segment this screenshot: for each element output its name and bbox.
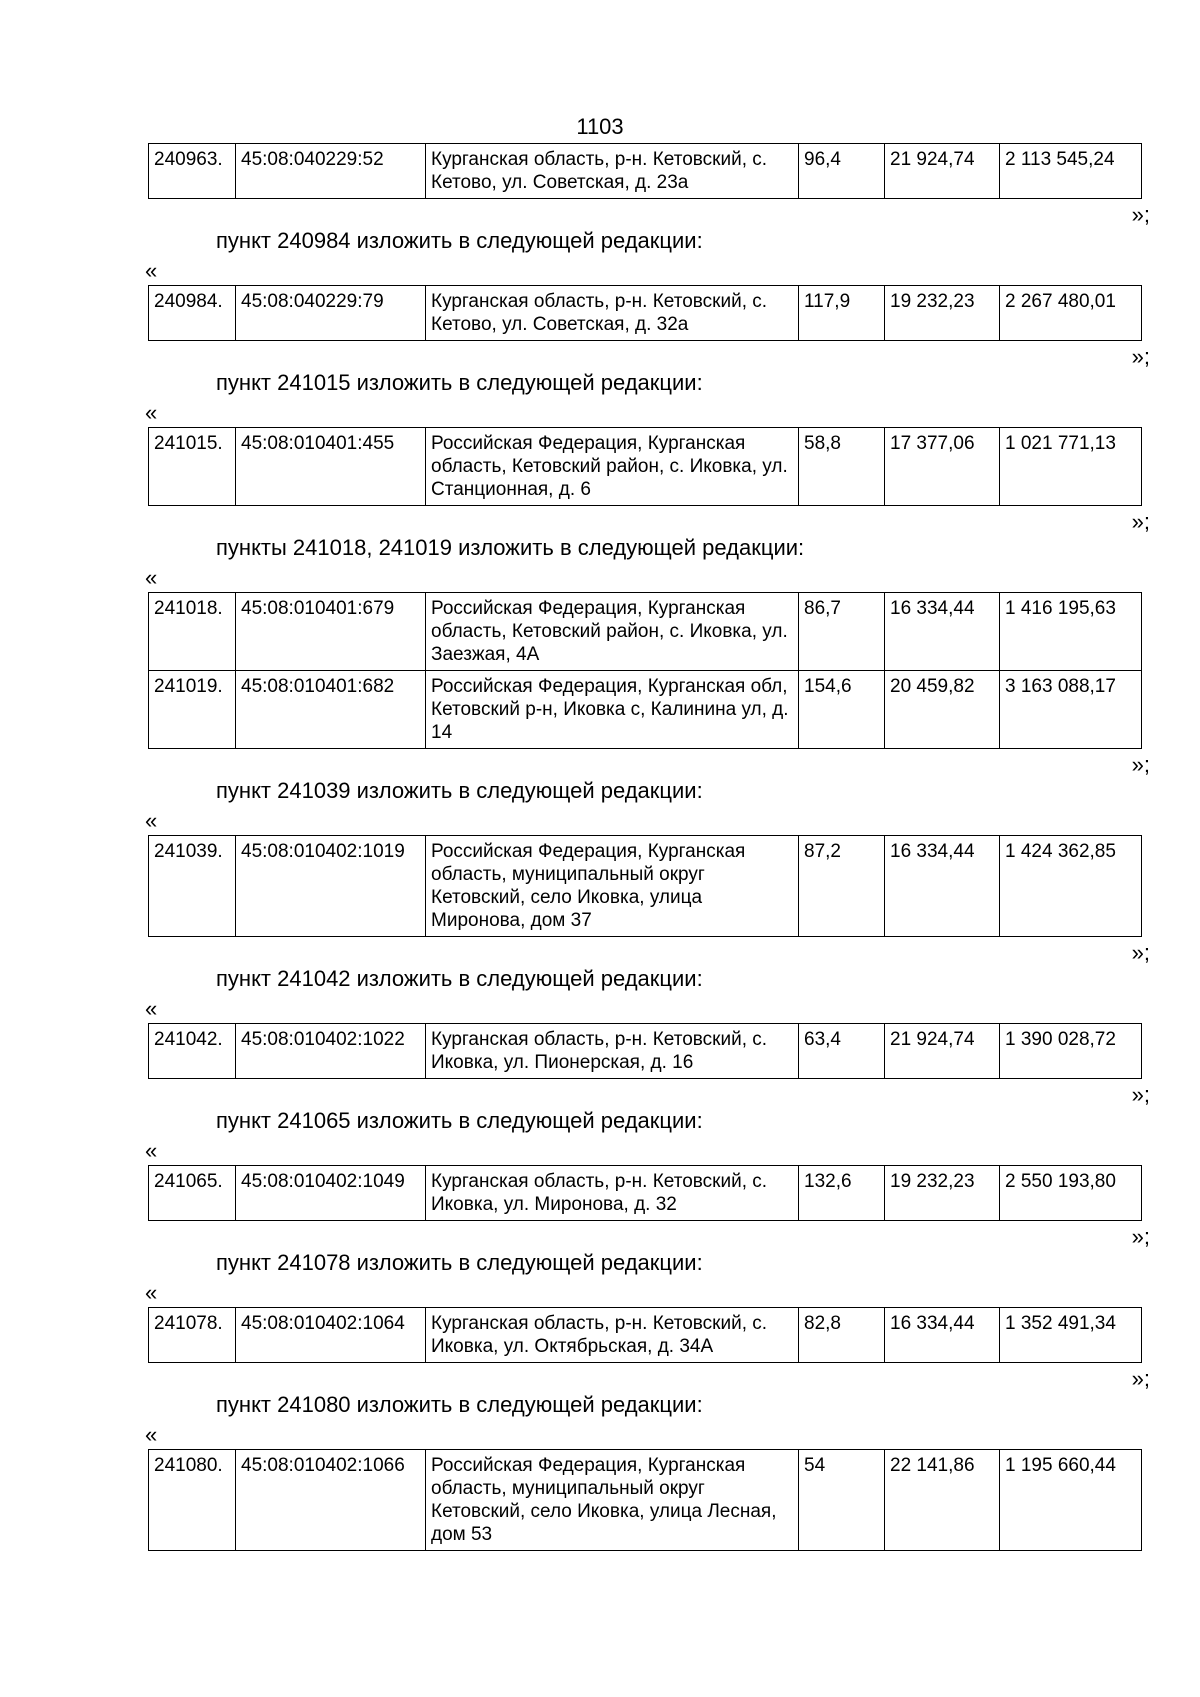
cell-cadastral-number: 45:08:040229:79 [236, 286, 426, 341]
table-row [149, 144, 1142, 199]
amendment-intro: пункт 241078 изложить в следующей редакции: [216, 1250, 703, 1275]
cell-row-number: 241019. [149, 671, 236, 749]
closing-quote: »; [1131, 940, 1150, 965]
cell-value: 3 163 088,17 [1000, 671, 1142, 749]
cell-rate: 16 334,44 [885, 593, 1000, 671]
opening-quote: « [145, 1280, 158, 1305]
cell-row-number: 241015. [149, 428, 236, 506]
cell-row-number: 241042. [149, 1024, 236, 1079]
cell-cadastral-number: 45:08:010402:1066 [236, 1450, 426, 1551]
cell-value: 2 113 545,24 [1000, 144, 1142, 199]
cell-value: 1 021 771,13 [1000, 428, 1142, 506]
page-number: 1103 [576, 114, 624, 139]
amendment-intro: пункт 241039 изложить в следующей редакции: [216, 778, 703, 803]
cell-address: Курганская область, р-н. Кетовский, с. Иковка, ул. Пионерская, д. 16 [426, 1024, 799, 1079]
closing-quote: »; [1131, 509, 1150, 534]
closing-quote: »; [1131, 1224, 1150, 1249]
cell-rate: 20 459,82 [885, 671, 1000, 749]
cell-row-number: 241039. [149, 836, 236, 937]
amendment-intro: пункт 241015 изложить в следующей редакции: [216, 370, 703, 395]
cell-area: 54 [799, 1450, 885, 1551]
cell-address: Курганская область, р-н. Кетовский, с. Кетово, ул. Советская, д. 32а [426, 286, 799, 341]
amendment-intro: пункт 241065 изложить в следующей редакции: [216, 1108, 703, 1133]
opening-quote: « [145, 400, 158, 425]
cell-area: 132,6 [799, 1166, 885, 1221]
cell-address: Курганская область, р-н. Кетовский, с. Кетово, ул. Советская, д. 23а [426, 144, 799, 199]
cell-area: 154,6 [799, 671, 885, 749]
closing-quote: »; [1131, 752, 1150, 777]
object-table [148, 1449, 1142, 1551]
cell-row-number: 240963. [149, 144, 236, 199]
object-table [148, 592, 1142, 749]
table-row [149, 1166, 1142, 1221]
closing-quote: »; [1131, 1082, 1150, 1107]
table-row [149, 671, 1142, 749]
cell-area: 117,9 [799, 286, 885, 341]
amendment-intro: пункт 241042 изложить в следующей редакции: [216, 966, 703, 991]
table-row [149, 1308, 1142, 1363]
cell-rate: 21 924,74 [885, 144, 1000, 199]
table-row [149, 1450, 1142, 1551]
opening-quote: « [145, 996, 158, 1021]
cell-row-number: 241078. [149, 1308, 236, 1363]
opening-quote: « [145, 565, 158, 590]
cell-address: Российская Федерация, Курганская область, Кетовский район, с. Иковка, ул. Заезжая, 4А [426, 593, 799, 671]
cell-row-number: 241018. [149, 593, 236, 671]
cell-value: 1 390 028,72 [1000, 1024, 1142, 1079]
object-table [148, 143, 1142, 199]
cell-value: 1 352 491,34 [1000, 1308, 1142, 1363]
cell-rate: 19 232,23 [885, 286, 1000, 341]
cell-area: 82,8 [799, 1308, 885, 1363]
opening-quote: « [145, 258, 158, 283]
object-table [148, 835, 1142, 937]
object-table [148, 1307, 1142, 1363]
cell-row-number: 241080. [149, 1450, 236, 1551]
cell-address: Российская Федерация, Курганская область, муниципальный округ Кетовский, село Иковка, улица Лесная, дом 53 [426, 1450, 799, 1551]
amendment-intro: пункт 240984 изложить в следующей редакции: [216, 228, 703, 253]
cell-cadastral-number: 45:08:010402:1019 [236, 836, 426, 937]
cell-area: 58,8 [799, 428, 885, 506]
table-row [149, 1024, 1142, 1079]
table-row [149, 836, 1142, 937]
opening-quote: « [145, 1138, 158, 1163]
cell-rate: 16 334,44 [885, 1308, 1000, 1363]
object-table [148, 1023, 1142, 1079]
cell-value: 2 550 193,80 [1000, 1166, 1142, 1221]
table-row [149, 593, 1142, 671]
cell-row-number: 240984. [149, 286, 236, 341]
amendment-intro: пункт 241080 изложить в следующей редакции: [216, 1392, 703, 1417]
cell-area: 96,4 [799, 144, 885, 199]
closing-quote: »; [1131, 344, 1150, 369]
cell-address: Российская Федерация, Курганская область, Кетовский район, с. Иковка, ул. Станционная, д. 6 [426, 428, 799, 506]
amendment-intro: пункты 241018, 241019 изложить в следующей редакции: [216, 535, 805, 560]
cell-cadastral-number: 45:08:010401:682 [236, 671, 426, 749]
cell-cadastral-number: 45:08:010402:1064 [236, 1308, 426, 1363]
table-row [149, 428, 1142, 506]
cell-row-number: 241065. [149, 1166, 236, 1221]
cell-cadastral-number: 45:08:010402:1022 [236, 1024, 426, 1079]
cell-value: 1 424 362,85 [1000, 836, 1142, 937]
cell-area: 63,4 [799, 1024, 885, 1079]
cell-address: Курганская область, р-н. Кетовский, с. Иковка, ул. Октябрьская, д. 34А [426, 1308, 799, 1363]
cell-address: Российская Федерация, Курганская область, муниципальный округ Кетовский, село Иковка, улица Миронова, дом 37 [426, 836, 799, 937]
opening-quote: « [145, 808, 158, 833]
cell-value: 1 416 195,63 [1000, 593, 1142, 671]
cell-cadastral-number: 45:08:010401:679 [236, 593, 426, 671]
cell-rate: 17 377,06 [885, 428, 1000, 506]
cell-rate: 19 232,23 [885, 1166, 1000, 1221]
table-row [149, 286, 1142, 341]
cell-value: 2 267 480,01 [1000, 286, 1142, 341]
object-table [148, 427, 1142, 506]
closing-quote: »; [1131, 202, 1150, 227]
cell-rate: 16 334,44 [885, 836, 1000, 937]
object-table [148, 285, 1142, 341]
cell-area: 86,7 [799, 593, 885, 671]
cell-value: 1 195 660,44 [1000, 1450, 1142, 1551]
cell-address: Российская Федерация, Курганская обл, Кетовский р-н, Иковка с, Калинина ул, д. 14 [426, 671, 799, 749]
cell-cadastral-number: 45:08:010402:1049 [236, 1166, 426, 1221]
cell-rate: 22 141,86 [885, 1450, 1000, 1551]
cell-cadastral-number: 45:08:040229:52 [236, 144, 426, 199]
cell-area: 87,2 [799, 836, 885, 937]
cell-cadastral-number: 45:08:010401:455 [236, 428, 426, 506]
object-table [148, 1165, 1142, 1221]
cell-address: Курганская область, р-н. Кетовский, с. Иковка, ул. Миронова, д. 32 [426, 1166, 799, 1221]
cell-rate: 21 924,74 [885, 1024, 1000, 1079]
closing-quote: »; [1131, 1366, 1150, 1391]
opening-quote: « [145, 1422, 158, 1447]
